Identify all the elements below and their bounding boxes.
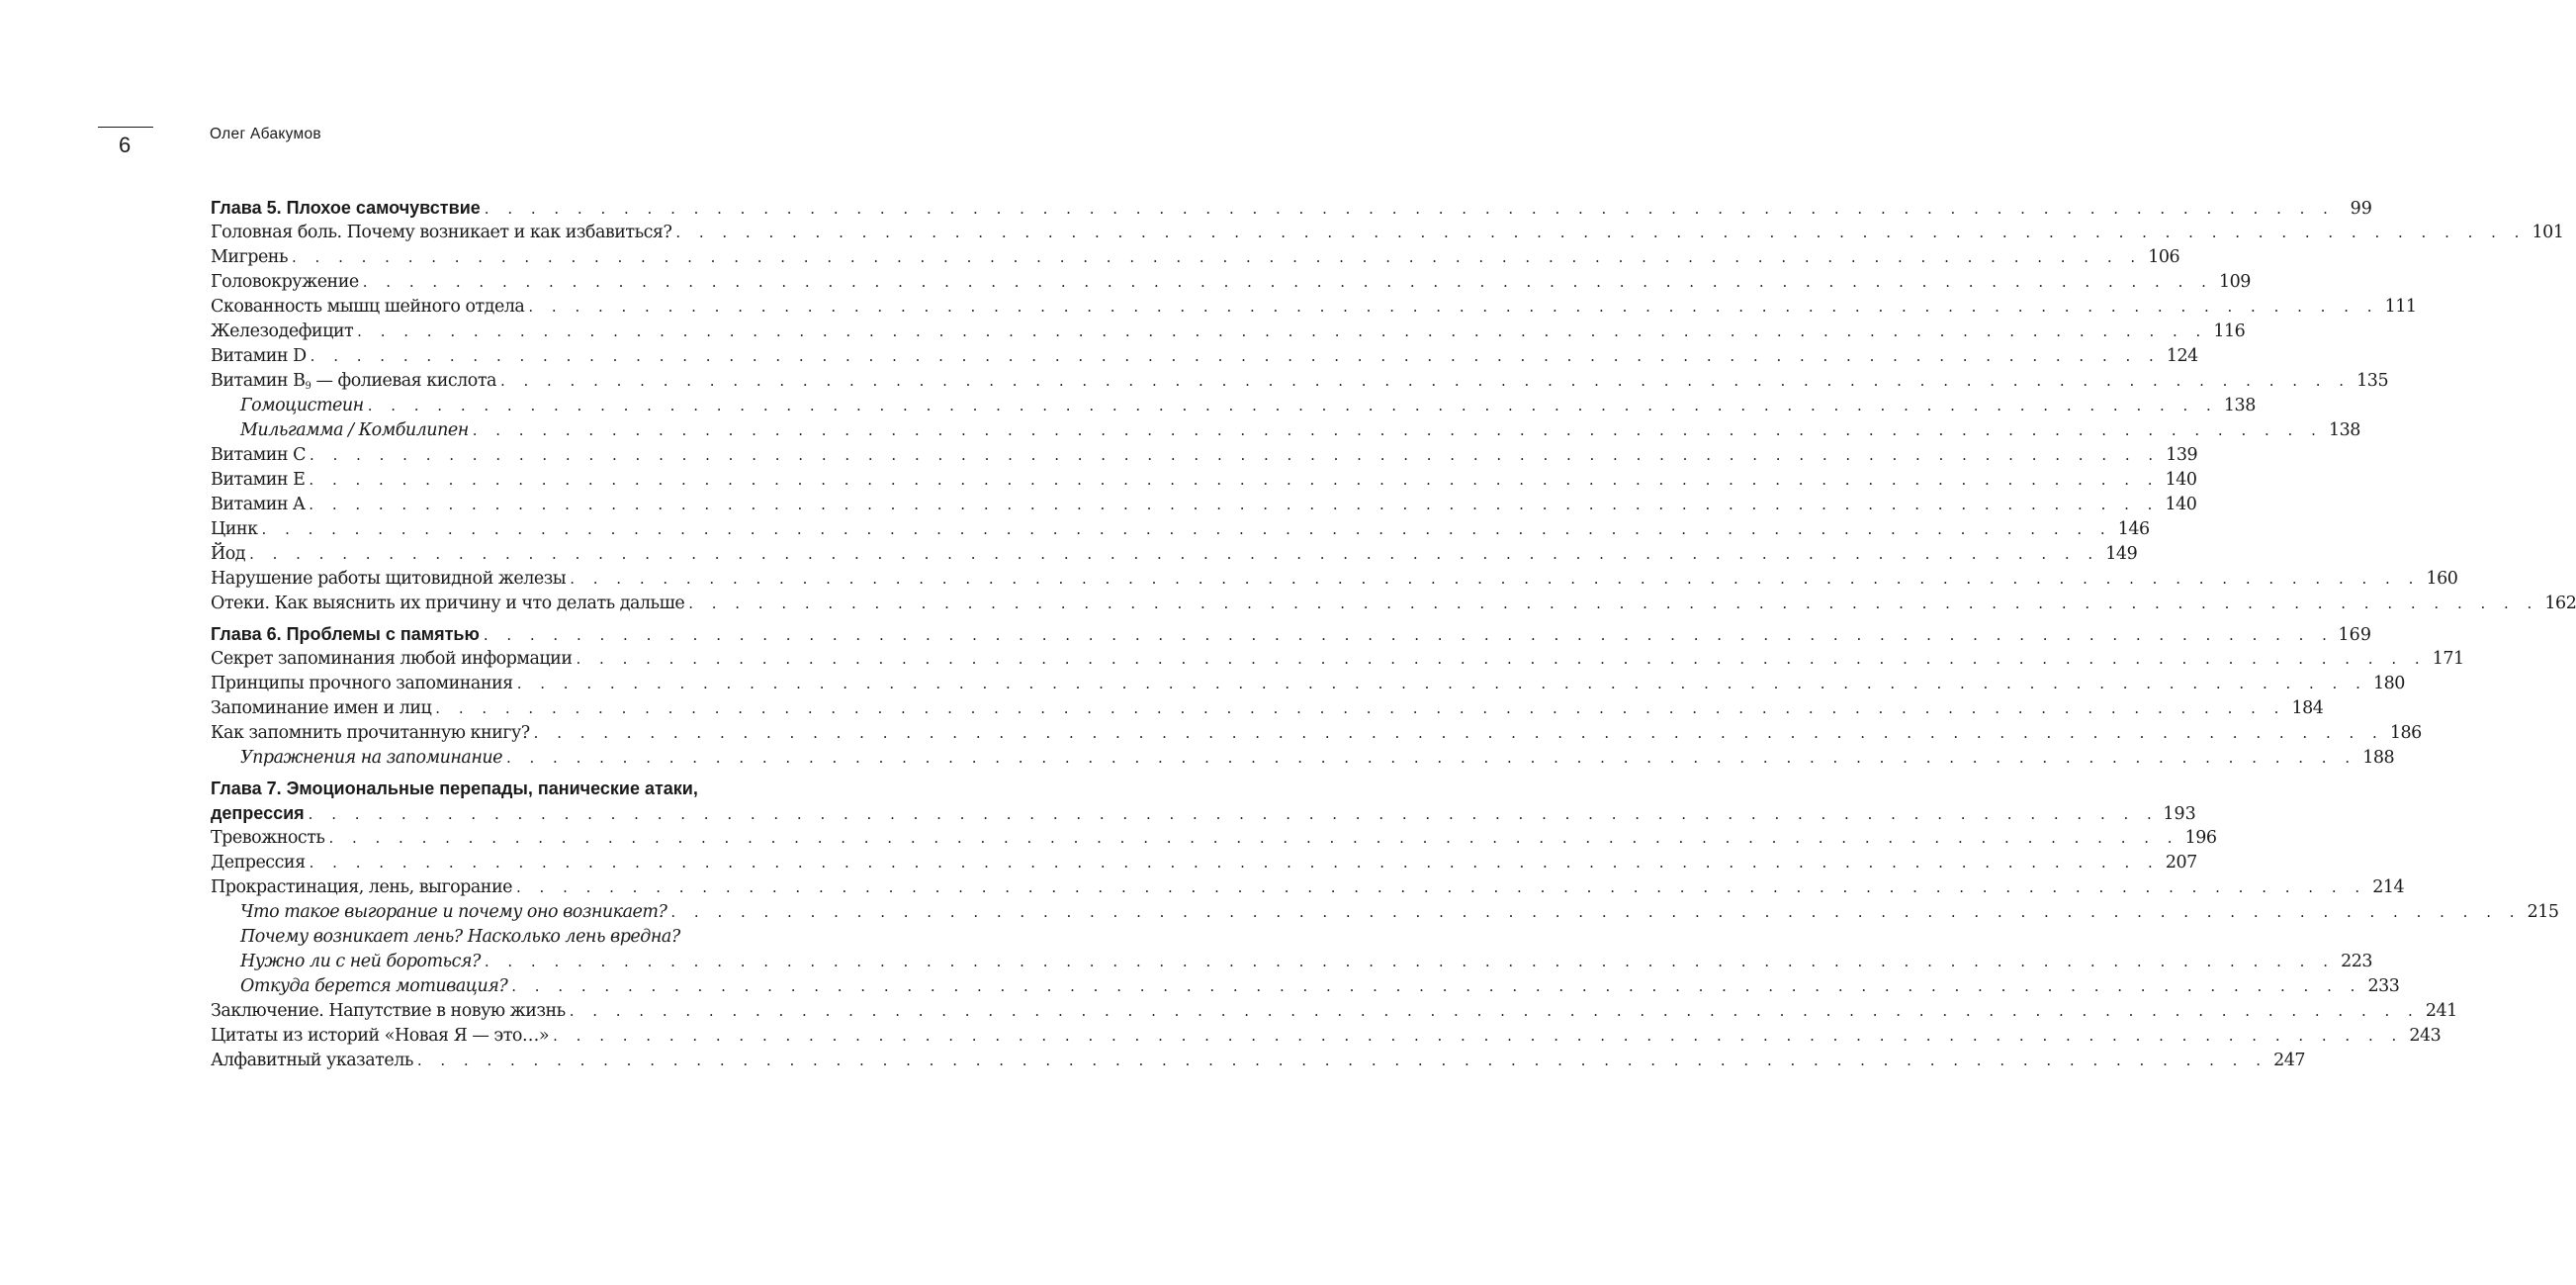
toc-row bbox=[211, 1049, 2305, 1073]
toc-page-number: 99 bbox=[2350, 199, 2372, 219]
leader-dots: . . . . . . . . . . . . . . . . . . . . . . . . . . . . . . . . . . . . . . . . . . . . . . . . . . . . . . . . . . . . . . . . . . . . . . . . . . . . . . . . bbox=[472, 421, 2323, 439]
toc-row bbox=[211, 592, 2576, 616]
toc-row bbox=[211, 270, 2251, 295]
toc-page-number: 193 bbox=[2163, 804, 2196, 824]
leader-dots: . . . . . . . . . . . . . . . . . . . . . . . . . . . . . . . . . . . . . . . . . . . . . . . . . . . . . . . . . . . . . . . . . . . . . . . . . . . . . . . . bbox=[505, 749, 2357, 767]
toc-page-number: 101 bbox=[2532, 223, 2564, 242]
toc-page-number: 160 bbox=[2426, 569, 2458, 589]
leader-dots: . . . . . . . . . . . . . . . . . . . . . . . . . . . . . . . . . . . . . . . . . . . . . . . . . . . . . . . . . . . . . . . . . . . . . . . . . . . . . . . . bbox=[484, 953, 2335, 970]
toc-page-number: 241 bbox=[2425, 1001, 2457, 1021]
toc-entry-title: Принципы прочного запоминания bbox=[211, 674, 513, 693]
leader-dots: . . . . . . . . . . . . . . . . . . . . . . . . . . . . . . . . . . . . . . . . . . . . . . . . . . . . . . . . . . . . . . . . . . . . . . . . . . . . . . . . bbox=[435, 699, 2286, 717]
toc-entry-title: Прокрастинация, лень, выгорание bbox=[211, 877, 512, 897]
leader-dots: . . . . . . . . . . . . . . . . . . . . . . . . . . . . . . . . . . . . . . . . . . . . . . . . . . . . . . . . . . . . . . . . . . . . . . . . . . . . . . . . bbox=[328, 829, 2179, 847]
leader-dots: . . . . . . . . . . . . . . . . . . . . . . . . . . . . . . . . . . . . . . . . . . . . . . . . . . . . . . . . . . . . . . . . . . . . . . . . . . . . . . . . bbox=[309, 496, 2160, 513]
toc-row bbox=[211, 826, 2217, 851]
toc-page-number: 138 bbox=[2328, 420, 2360, 440]
running-head-author: Олег Абакумов bbox=[210, 126, 321, 142]
page-number: 6 bbox=[119, 133, 132, 157]
toc-entry-title: депрессия bbox=[211, 803, 305, 823]
toc-page-number: 247 bbox=[2273, 1051, 2305, 1070]
toc-row bbox=[211, 801, 2196, 826]
toc-row bbox=[211, 1024, 2442, 1049]
toc-entry-title: Почему возникает лень? Насколько лень вредна? bbox=[240, 927, 680, 947]
subscript: 9 bbox=[305, 381, 311, 392]
leader-dots: . . . . . . . . . . . . . . . . . . . . . . . . . . . . . . . . . . . . . . . . . . . . . . . . . . . . . . . . . . . . . . . . . . . . . . . . . . . . . . . . bbox=[499, 372, 2352, 390]
toc-entry-title: Секрет запоминания любой информации bbox=[211, 649, 573, 669]
leader-dots: . . . . . . . . . . . . . . . . . . . . . . . . . . . . . . . . . . . . . . . . . . . . . . . . . . . . . . . . . . . . . . . . . . . . . . . . . . . . . . . . bbox=[310, 446, 2161, 464]
toc-entry-title: Цинк bbox=[211, 519, 258, 539]
leader-dots: . . . . . . . . . . . . . . . . . . . . . . . . . . . . . . . . . . . . . . . . . . . . . . . . . . . . . . . . . . . . . . . . . . . . . . . . . . . . . . . . bbox=[670, 903, 2522, 921]
toc-entry-title: Заключение. Напутствие в новую жизнь bbox=[211, 1001, 566, 1021]
toc-page-number: 138 bbox=[2223, 396, 2256, 415]
toc-page-number: 135 bbox=[2356, 371, 2389, 391]
leader-dots: . . . . . . . . . . . . . . . . . . . . . . . . . . . . . . . . . . . . . . . . . . . . . . . . . . . . . . . . . . . . . . . . . . . . . . . . . . . . . . . . bbox=[516, 675, 2367, 692]
toc-entry-title: Йод bbox=[211, 544, 246, 564]
toc-page-number: 106 bbox=[2148, 247, 2180, 267]
toc-page-number: 139 bbox=[2166, 445, 2198, 465]
toc-page-number: 184 bbox=[2291, 698, 2324, 718]
leader-dots: . . . . . . . . . . . . . . . . . . . . . . . . . . . . . . . . . . . . . . . . . . . . . . . . . . . . . . . . . . . . . . . . . . . . . . . . . . . . . . . . bbox=[570, 570, 2421, 588]
toc-page-number: 146 bbox=[2117, 519, 2150, 539]
toc-row bbox=[211, 672, 2405, 696]
leader-dots: . . . . . . . . . . . . . . . . . . . . . . . . . . . . . . . . . . . . . . . . . . . . . . . . . . . . . . . . . . . . . . . . . . . . . . . . . . . . . . . . bbox=[309, 854, 2160, 872]
toc-row bbox=[211, 647, 2464, 672]
toc-page-number: 111 bbox=[2384, 297, 2417, 317]
leader-dots: . . . . . . . . . . . . . . . . . . . . . . . . . . . . . . . . . . . . . . . . . . . . . . . . . . . . . . . . . . . . . . . . . . . . . . . . . . . . . . . . bbox=[533, 724, 2384, 742]
leader-dots: . . . . . . . . . . . . . . . . . . . . . . . . . . . . . . . . . . . . . . . . . . . . . . . . . . . . . . . . . . . . . . . . . . . . . . . . . . . . . . . . bbox=[688, 595, 2539, 612]
toc-page-number: 196 bbox=[2184, 828, 2217, 848]
toc-page-number: 162 bbox=[2544, 594, 2576, 613]
toc-entry-title: Цитаты из историй «Новая Я — это…» bbox=[211, 1026, 550, 1046]
toc-entry-title: Витамин D bbox=[211, 346, 307, 366]
leader-dots: . . . . . . . . . . . . . . . . . . . . . . . . . . . . . . . . . . . . . . . . . . . . . . . . . . . . . . . . . . . . . . . . . . . . . . . . . . . . . . . . bbox=[528, 298, 2379, 316]
toc-row bbox=[211, 245, 2180, 270]
leader-dots: . . . . . . . . . . . . . . . . . . . . . . . . . . . . . . . . . . . . . . . . . . . . . . . . . . . . . . . . . . . . . . . . . . . . . . . . . . . . . . . . bbox=[576, 650, 2427, 668]
table-of-contents bbox=[211, 196, 2576, 1073]
toc-entry-title: Головная боль. Почему возникает и как избавиться? bbox=[211, 223, 672, 242]
toc-entry-title: Нужно ли с ней бороться? bbox=[240, 952, 481, 971]
toc-entry-title: Нарушение работы щитовидной железы bbox=[211, 569, 567, 589]
toc-page-number: 180 bbox=[2372, 674, 2405, 693]
toc-row bbox=[211, 542, 2138, 567]
toc-entry-title: Витамин A bbox=[211, 495, 306, 514]
toc-page-number: 124 bbox=[2166, 346, 2198, 366]
toc-page-number: 186 bbox=[2389, 723, 2422, 743]
toc-entry-title: Депрессия bbox=[211, 853, 306, 872]
toc-row bbox=[211, 567, 2458, 592]
toc-page-number: 223 bbox=[2341, 952, 2372, 971]
toc-entry-title: Железодефицит bbox=[211, 321, 354, 341]
toc-page-number: 171 bbox=[2432, 649, 2464, 669]
leader-dots: . . . . . . . . . . . . . . . . . . . . . . . . . . . . . . . . . . . . . . . . . . . . . . . . . . . . . . . . . . . . . . . . . . . . . . . . . . . . . . . . bbox=[675, 224, 2527, 241]
leader-dots: . . . . . . . . . . . . . . . . . . . . . . . . . . . . . . . . . . . . . . . . . . . . . . . . . . . . . . . . . . . . . . . . . . . . . . . . . . . . . . . . bbox=[310, 347, 2161, 365]
toc-page-number: 149 bbox=[2105, 544, 2138, 564]
toc-row bbox=[211, 468, 2197, 493]
leader-dots: . . . . . . . . . . . . . . . . . . . . . . . . . . . . . . . . . . . . . . . . . . . . . . . . . . . . . . . . . . . . . . . . . . . . . . . . . . . . . . . . bbox=[483, 626, 2334, 644]
toc-row bbox=[211, 196, 2372, 221]
toc-row bbox=[211, 900, 2559, 925]
toc-row bbox=[211, 950, 2372, 974]
page-number-rule bbox=[98, 127, 153, 128]
toc-row bbox=[211, 221, 2564, 245]
toc-entry-title: Как запомнить прочитанную книгу? bbox=[211, 723, 530, 743]
leader-dots: . . . . . . . . . . . . . . . . . . . . . . . . . . . . . . . . . . . . . . . . . . . . . . . . . . . . . . . . . . . . . . . . . . . . . . . . . . . . . . . . bbox=[484, 200, 2335, 218]
leader-dots: . . . . . . . . . . . . . . . . . . . . . . . . . . . . . . . . . . . . . . . . . . . . . . . . . . . . . . . . . . . . . . . . . . . . . . . . . . . . . . . . bbox=[292, 248, 2143, 266]
toc-page-number: 214 bbox=[2372, 877, 2405, 897]
toc-row bbox=[211, 443, 2198, 468]
toc-entry-title: Витамин C bbox=[211, 445, 307, 465]
leader-dots: . . . . . . . . . . . . . . . . . . . . . . . . . . . . . . . . . . . . . . . . . . . . . . . . . . . . . . . . . . . . . . . . . . . . . . . . . . . . . . . . bbox=[416, 1052, 2267, 1069]
toc-entry-title: Мильгамма / Комбилипен bbox=[240, 420, 469, 440]
toc-row bbox=[211, 369, 2389, 394]
toc-row bbox=[211, 418, 2360, 443]
leader-dots: . . . . . . . . . . . . . . . . . . . . . . . . . . . . . . . . . . . . . . . . . . . . . . . . . . . . . . . . . . . . . . . . . . . . . . . . . . . . . . . . bbox=[516, 878, 2367, 896]
toc-page-number: 116 bbox=[2213, 321, 2246, 341]
toc-row bbox=[211, 320, 2246, 344]
toc-entry-title: Скованность мышц шейного отдела bbox=[211, 297, 525, 317]
toc-page-number: 140 bbox=[2165, 470, 2197, 490]
toc-entry-title: Отеки. Как выяснить их причину и что делать дальше bbox=[211, 594, 685, 613]
toc-entry-title: Тревожность bbox=[211, 828, 325, 848]
toc-entry-title-part: — фолиевая кислота bbox=[311, 371, 496, 391]
leader-dots: . . . . . . . . . . . . . . . . . . . . . . . . . . . . . . . . . . . . . . . . . . . . . . . . . . . . . . . . . . . . . . . . . . . . . . . . . . . . . . . . bbox=[362, 273, 2213, 291]
leader-dots: . . . . . . . . . . . . . . . . . . . . . . . . . . . . . . . . . . . . . . . . . . . . . . . . . . . . . . . . . . . . . . . . . . . . . . . . . . . . . . . . bbox=[367, 397, 2218, 414]
toc-page-number: 169 bbox=[2338, 625, 2371, 645]
toc-row bbox=[211, 622, 2371, 647]
toc-row bbox=[211, 394, 2256, 418]
toc-page-number: 215 bbox=[2527, 902, 2559, 922]
toc-entry-title: Гомоцистеин bbox=[240, 396, 364, 415]
toc-row bbox=[211, 696, 2324, 721]
leader-dots: . . . . . . . . . . . . . . . . . . . . . . . . . . . . . . . . . . . . . . . . . . . . . . . . . . . . . . . . . . . . . . . . . . . . . . . . . . . . . . . . bbox=[249, 545, 2100, 563]
toc-page-number: 188 bbox=[2362, 748, 2395, 768]
toc-row bbox=[211, 925, 853, 950]
toc-page-number: 243 bbox=[2409, 1026, 2442, 1046]
leader-dots: . . . . . . . . . . . . . . . . . . . . . . . . . . . . . . . . . . . . . . . . . . . . . . . . . . . . . . . . . . . . . . . . . . . . . . . . . . . . . . . . bbox=[357, 322, 2208, 340]
toc-row bbox=[211, 999, 2457, 1024]
toc-row bbox=[211, 746, 2395, 771]
toc-row bbox=[211, 344, 2198, 369]
leader-dots: . . . . . . . . . . . . . . . . . . . . . . . . . . . . . . . . . . . . . . . . . . . . . . . . . . . . . . . . . . . . . . . . . . . . . . . . . . . . . . . . bbox=[569, 1002, 2420, 1020]
toc-row bbox=[211, 493, 2197, 517]
toc-row bbox=[211, 295, 2417, 320]
leader-dots: . . . . . . . . . . . . . . . . . . . . . . . . . . . . . . . . . . . . . . . . . . . . . . . . . . . . . . . . . . . . . . . . . . . . . . . . . . . . . . . . bbox=[261, 520, 2112, 538]
toc-entry-title: Глава 7. Эмоциональные перепады, панические атаки, bbox=[211, 779, 698, 798]
toc-page-number: 207 bbox=[2165, 853, 2197, 872]
toc-entry-title-part: Витамин B bbox=[211, 371, 306, 391]
toc-entry-title: Откуда берется мотивация? bbox=[240, 976, 508, 996]
toc-entry-title: Витамин E bbox=[211, 470, 306, 490]
toc-row bbox=[211, 851, 2197, 875]
toc-row bbox=[211, 974, 2400, 999]
toc-entry-title: Мигрень bbox=[211, 247, 289, 267]
toc-entry-title: Головокружение bbox=[211, 272, 359, 292]
leader-dots: . . . . . . . . . . . . . . . . . . . . . . . . . . . . . . . . . . . . . . . . . . . . . . . . . . . . . . . . . . . . . . . . . . . . . . . . . . . . . . . . bbox=[308, 805, 2159, 823]
toc-row bbox=[211, 517, 2150, 542]
toc-row bbox=[211, 875, 2405, 900]
toc-page-number: 109 bbox=[2218, 272, 2251, 292]
leader-dots: . . . . . . . . . . . . . . . . . . . . . . . . . . . . . . . . . . . . . . . . . . . . . . . . . . . . . . . . . . . . . . . . . . . . . . . . . . . . . . . . bbox=[309, 471, 2160, 489]
toc-entry-title: Упражнения на запоминание bbox=[240, 748, 502, 768]
toc-row bbox=[211, 777, 853, 801]
toc-page-number: 233 bbox=[2367, 976, 2400, 996]
toc-entry-title: Алфавитный указатель bbox=[211, 1051, 413, 1070]
leader-dots: . . . . . . . . . . . . . . . . . . . . . . . . . . . . . . . . . . . . . . . . . . . . . . . . . . . . . . . . . . . . . . . . . . . . . . . . . . . . . . . . bbox=[511, 977, 2362, 995]
leader-dots: . . . . . . . . . . . . . . . . . . . . . . . . . . . . . . . . . . . . . . . . . . . . . . . . . . . . . . . . . . . . . . . . . . . . . . . . . . . . . . . . bbox=[553, 1027, 2404, 1045]
toc-entry-title: Что такое выгорание и почему оно возникает? bbox=[240, 902, 667, 922]
toc-entry-title: Глава 5. Плохое самочувствие bbox=[211, 198, 481, 218]
toc-entry-title: Запоминание имен и лиц bbox=[211, 698, 432, 718]
toc-page-number: 140 bbox=[2165, 495, 2197, 514]
toc-entry-title bbox=[211, 369, 496, 394]
toc-row bbox=[211, 721, 2422, 746]
toc-entry-title: Глава 6. Проблемы с памятью bbox=[211, 624, 480, 644]
